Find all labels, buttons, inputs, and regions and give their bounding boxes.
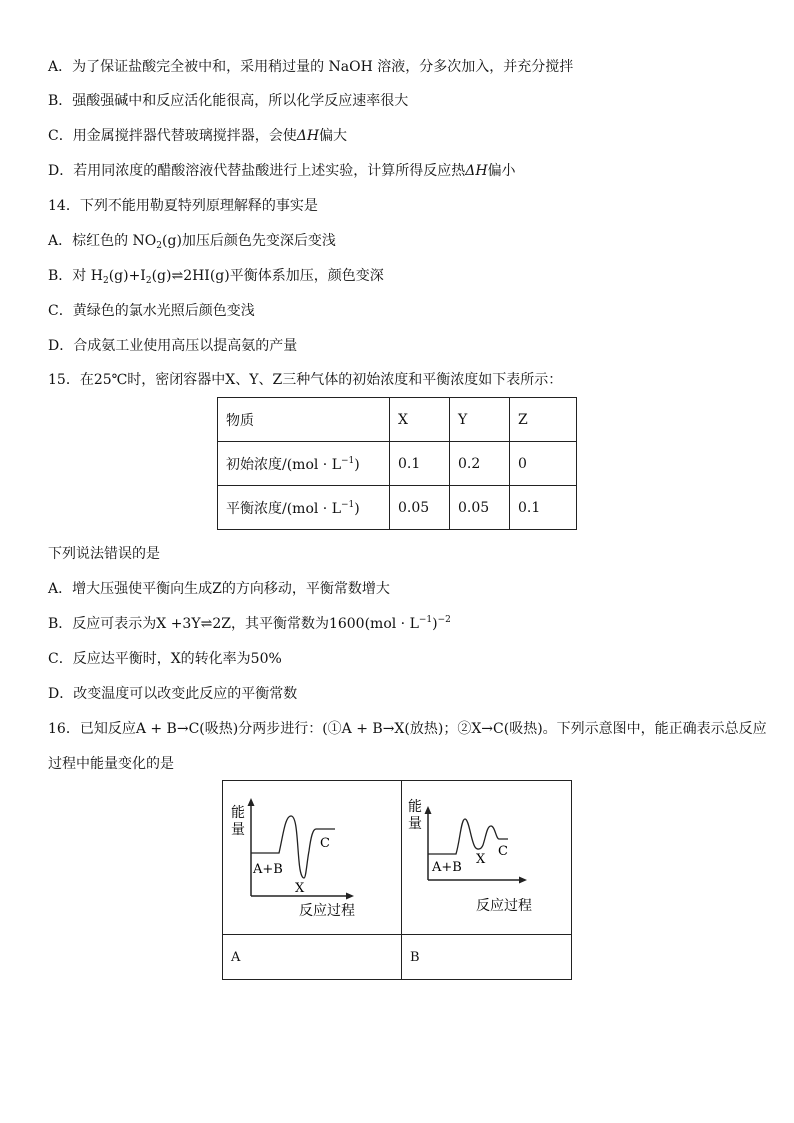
x-axis-arrow [346, 893, 354, 900]
table-header-row [218, 398, 577, 442]
q13-option-c-text: C．用金属搅拌器代替玻璃搅拌器，会使 [48, 128, 297, 144]
q14-option-b-mid: (g)+I [108, 268, 146, 284]
x-axis-label: 反应过程 [476, 898, 532, 914]
row-label-text: 平衡浓度/(mol · L [226, 500, 342, 517]
superscript: −2 [437, 615, 451, 625]
q15-option-b-mid: ) [432, 616, 438, 632]
subscript: 2 [102, 276, 109, 286]
q15-option-c: C．反应达平衡时，X的转化率为50% [48, 651, 282, 667]
q13-option-c-suffix: 偏大 [319, 128, 348, 144]
q15-option-b [48, 614, 451, 634]
reactant-label: A+B [432, 860, 462, 875]
table-cell: 0 [510, 442, 577, 486]
product-label: C [498, 844, 508, 859]
diagram-cell-b [402, 781, 572, 935]
x-axis-label: 反应过程 [299, 903, 355, 919]
y-axis-arrow [248, 798, 255, 806]
q13-option-d-text: D．若用同浓度的醋酸溶液代替盐酸进行上述实验，计算所得反应热 [48, 163, 466, 179]
concentration-table [217, 397, 577, 530]
table-cell: 0.1 [390, 442, 450, 486]
intermediate-label: X [295, 881, 305, 896]
subscript: 2 [156, 241, 163, 251]
option-label-row [223, 935, 572, 980]
energy-curve [428, 819, 508, 854]
superscript: −1 [341, 499, 355, 510]
q14-stem: 14．下列不能用勒夏特列原理解释的事实是 [48, 198, 318, 214]
q14-option-b-text: B．对 H [48, 268, 103, 284]
energy-diagram-table [222, 780, 572, 980]
y-axis-label-2: 量 [231, 822, 245, 838]
table-row [218, 486, 577, 530]
q15-option-b-text: B．反应可表示为X +3Y⇌2Z，其平衡常数为1600(mol · L [48, 616, 419, 632]
table-header-cell: Y [450, 398, 510, 442]
table-row [218, 442, 577, 486]
q15-lead: 下列说法错误的是 [48, 546, 160, 562]
reactant-label: A+B [253, 862, 283, 877]
q14-option-d: D．合成氨工业使用高压以提高氨的产量 [48, 338, 298, 354]
q16-stem: 16．已知反应A + B→C(吸热)分两步进行：(①A + B→X(放热)；②X→C(吸热)。下列示意图中，能正确表示总反应 [48, 721, 767, 737]
table-cell: 0.05 [450, 486, 510, 530]
y-axis-label-1: 能 [408, 799, 422, 815]
q16-stem-continued: 过程中能量变化的是 [48, 756, 174, 772]
table-header-cell: 物质 [218, 398, 390, 442]
table-row-label [218, 442, 390, 486]
option-label-b: B [402, 935, 572, 980]
q13-option-d-suffix: 偏小 [487, 163, 516, 179]
delta-h-symbol: ΔH [465, 163, 488, 179]
q15-option-a: A．增大压强使平衡向生成Z的方向移动，平衡常数增大 [48, 581, 390, 597]
energy-diagram-a [223, 781, 400, 930]
subscript: 2 [145, 276, 152, 286]
q14-option-c: C．黄绿色的氯水光照后颜色变浅 [48, 303, 255, 319]
table-header-cell: X [390, 398, 450, 442]
y-axis-label-2: 量 [408, 816, 422, 832]
table-header-cell: Z [510, 398, 577, 442]
q14-option-b-suffix: (g)⇌2HI(g)平衡体系加压，颜色变深 [151, 268, 384, 284]
diagram-cell-a [223, 781, 402, 935]
q13-option-d [48, 161, 516, 181]
x-axis-arrow [519, 877, 527, 884]
superscript: −1 [341, 455, 355, 466]
y-axis-label-1: 能 [231, 805, 245, 821]
q15-stem: 15．在25℃时，密闭容器中X、Y、Z三种气体的初始浓度和平衡浓度如下表所示： [48, 372, 563, 388]
y-axis-arrow [425, 806, 432, 814]
q15-option-d: D．改变温度可以改变此反应的平衡常数 [48, 686, 298, 702]
q14-option-a [48, 231, 336, 251]
q14-option-a-suffix: (g)加压后颜色先变深后变浅 [162, 233, 336, 249]
q13-option-b: B．强酸强碱中和反应活化能很高，所以化学反应速率很大 [48, 93, 409, 109]
table-cell: 0.1 [510, 486, 577, 530]
q13-option-c [48, 126, 347, 146]
intermediate-label: X [476, 852, 486, 867]
superscript: −1 [418, 615, 433, 625]
delta-h-symbol: ΔH [296, 128, 320, 144]
product-label: C [320, 836, 330, 851]
row-label-text: 初始浓度/(mol · L [226, 456, 342, 473]
q13-option-a: A．为了保证盐酸完全被中和，采用稍过量的 NaOH 溶液，分多次加入，并充分搅拌 [48, 59, 574, 75]
table-cell: 0.05 [390, 486, 450, 530]
option-label-a: A [223, 935, 402, 980]
row-label-close: ) [354, 456, 360, 473]
row-label-close: ) [354, 500, 360, 517]
diagram-row [223, 781, 572, 935]
energy-diagram-b [402, 781, 570, 930]
q14-option-b [48, 266, 384, 286]
table-row-label [218, 486, 390, 530]
table-cell: 0.2 [450, 442, 510, 486]
q14-option-a-text: A．棕红色的 NO [48, 233, 157, 249]
